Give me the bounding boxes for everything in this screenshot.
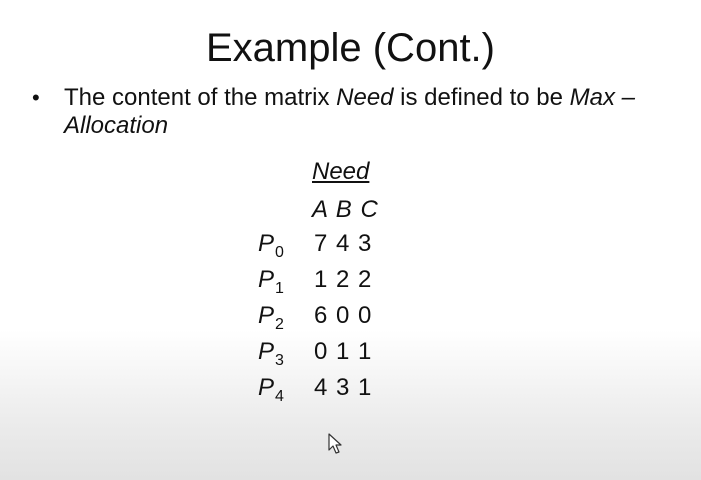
process-label: $P_3$: [258, 338, 284, 369]
need-values: 4 3 1: [314, 374, 373, 401]
need-values: 1 2 2: [314, 266, 373, 293]
need-values: 6 0 0: [314, 302, 373, 329]
matrix-row-p3: [250, 336, 450, 372]
mouse-pointer-icon: [328, 433, 344, 455]
slide-title: Example (Cont.): [206, 26, 495, 70]
bullet-marker: •: [32, 85, 40, 110]
process-label: $P_2$: [258, 302, 284, 333]
process-label: $P_0$: [258, 230, 284, 261]
bullet-text-after: is defined to be: [393, 84, 570, 111]
process-label: $P_4$: [258, 374, 284, 405]
need-values: 0 1 1: [314, 338, 373, 365]
process-label: $P_1$: [258, 266, 284, 297]
column-headers: A B C: [312, 196, 379, 223]
need-values: 7 4 3: [314, 230, 373, 257]
bullet-text: [64, 84, 664, 140]
matrix-row-p4: [250, 372, 450, 408]
formula: Max – Allocation: [64, 84, 635, 139]
matrix-row-p0: [250, 228, 450, 264]
need-header: Need: [312, 158, 370, 185]
need-word: Need: [336, 84, 394, 111]
bullet-text-before: The content of the matrix: [64, 84, 337, 111]
matrix-row-p2: [250, 300, 450, 336]
matrix-row-p1: [250, 264, 450, 300]
